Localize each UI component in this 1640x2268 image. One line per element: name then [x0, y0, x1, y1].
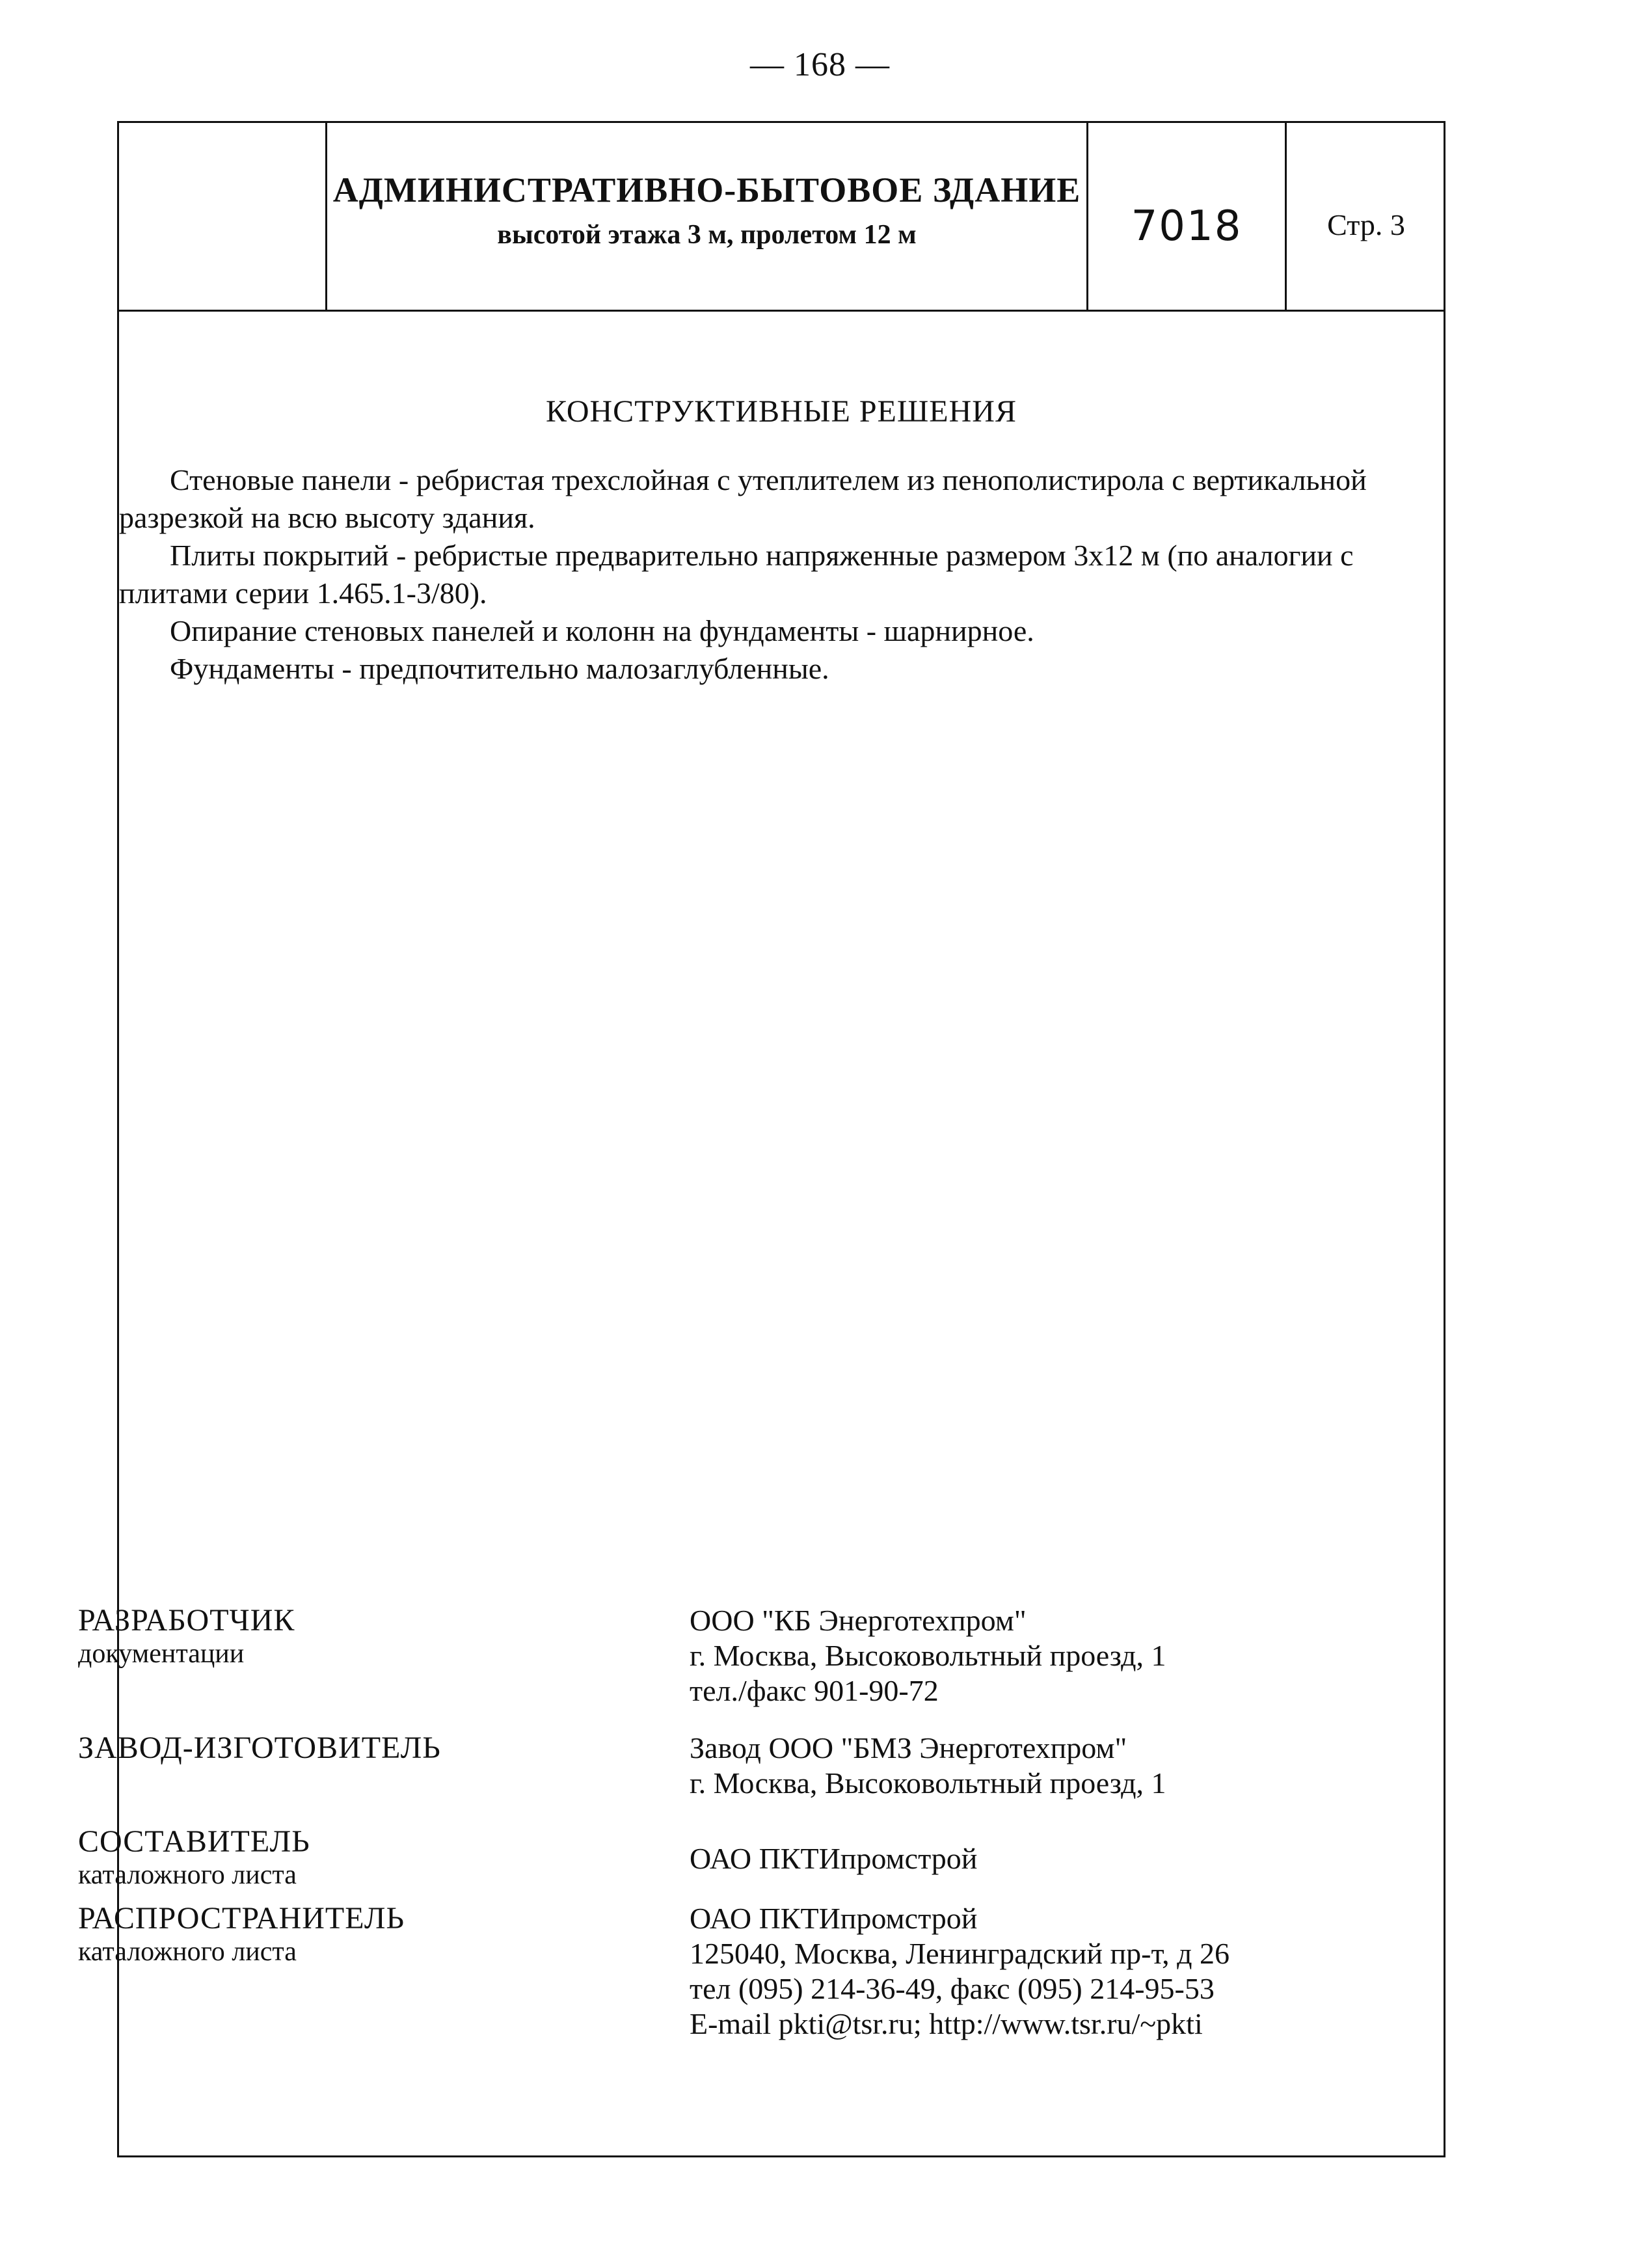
paragraph: Фундаменты - предпочтительно малозаглубленные. — [170, 652, 829, 685]
section-title: КОНСТРУКТИВНЫЕ РЕШЕНИЯ — [546, 394, 1017, 429]
distributor-line: 125040, Москва, Ленинградский пр-т, д 26 — [690, 1937, 1230, 1970]
manufacturer-line: Завод ООО "БМЗ Энерготехпром" — [690, 1731, 1127, 1764]
developer-line: тел./факс 901-90-72 — [690, 1674, 939, 1707]
document-code: 7018 — [1131, 202, 1243, 250]
developer-line: ООО "КБ Энерготехпром" — [690, 1604, 1027, 1637]
title-block — [119, 123, 1444, 312]
distributor-line: E-mail pkti@tsr.ru; http://www.tsr.ru/~pkti — [690, 2007, 1203, 2040]
title-block-code-cell — [1088, 123, 1287, 310]
title-block-sheet-cell — [1287, 123, 1445, 310]
compiler-line: ОАО ПКТИпромстрой — [690, 1842, 978, 1875]
compiler-sublabel: каталожного листа — [78, 1860, 297, 1890]
title-block-name-cell — [327, 123, 1088, 310]
distributor-line: ОАО ПКТИпромстрой — [690, 1902, 978, 1935]
paragraph: Опирание стеновых панелей и колонн на фундаменты - шарнирное. — [170, 614, 1034, 647]
distributor-line: тел (095) 214-36-49, факс (095) 214-95-53 — [690, 1972, 1215, 2005]
title-block-empty-cell — [119, 123, 327, 310]
document-title: АДМИНИСТРАТИВНО-БЫТОВОЕ ЗДАНИЕ — [332, 170, 1081, 209]
manufacturer-line: г. Москва, Высоковольтный проезд, 1 — [690, 1766, 1166, 1800]
body-text — [119, 461, 1443, 688]
developer-label: РАЗРАБОТЧИК — [78, 1603, 295, 1638]
compiler-label: СОСТАВИТЕЛЬ — [78, 1824, 310, 1859]
manufacturer-label: ЗАВОД-ИЗГОТОВИТЕЛЬ — [78, 1731, 441, 1765]
distributor-label: РАСПРОСТРАНИТЕЛЬ — [78, 1901, 405, 1936]
developer-line: г. Москва, Высоковольтный проезд, 1 — [690, 1639, 1166, 1672]
sheet-number: Стр. 3 — [1327, 208, 1405, 241]
developer-sublabel: документации — [78, 1639, 245, 1669]
paragraph: Стеновые панели - ребристая трехслойная с утеплителем из пенополистирола с вертикальной разрезкой на всю высоту здания. — [119, 463, 1367, 534]
distributor-sublabel: каталожного листа — [78, 1937, 297, 1967]
page-number: — 168 — — [750, 46, 890, 83]
paragraph: Плиты покрытий - ребристые предварительно напряженные размером 3х12 м (по аналогии с плитами серии 1.465.1-3/80). — [119, 539, 1354, 610]
document-subtitle: высотой этажа 3 м, пролетом 12 м — [497, 220, 917, 250]
